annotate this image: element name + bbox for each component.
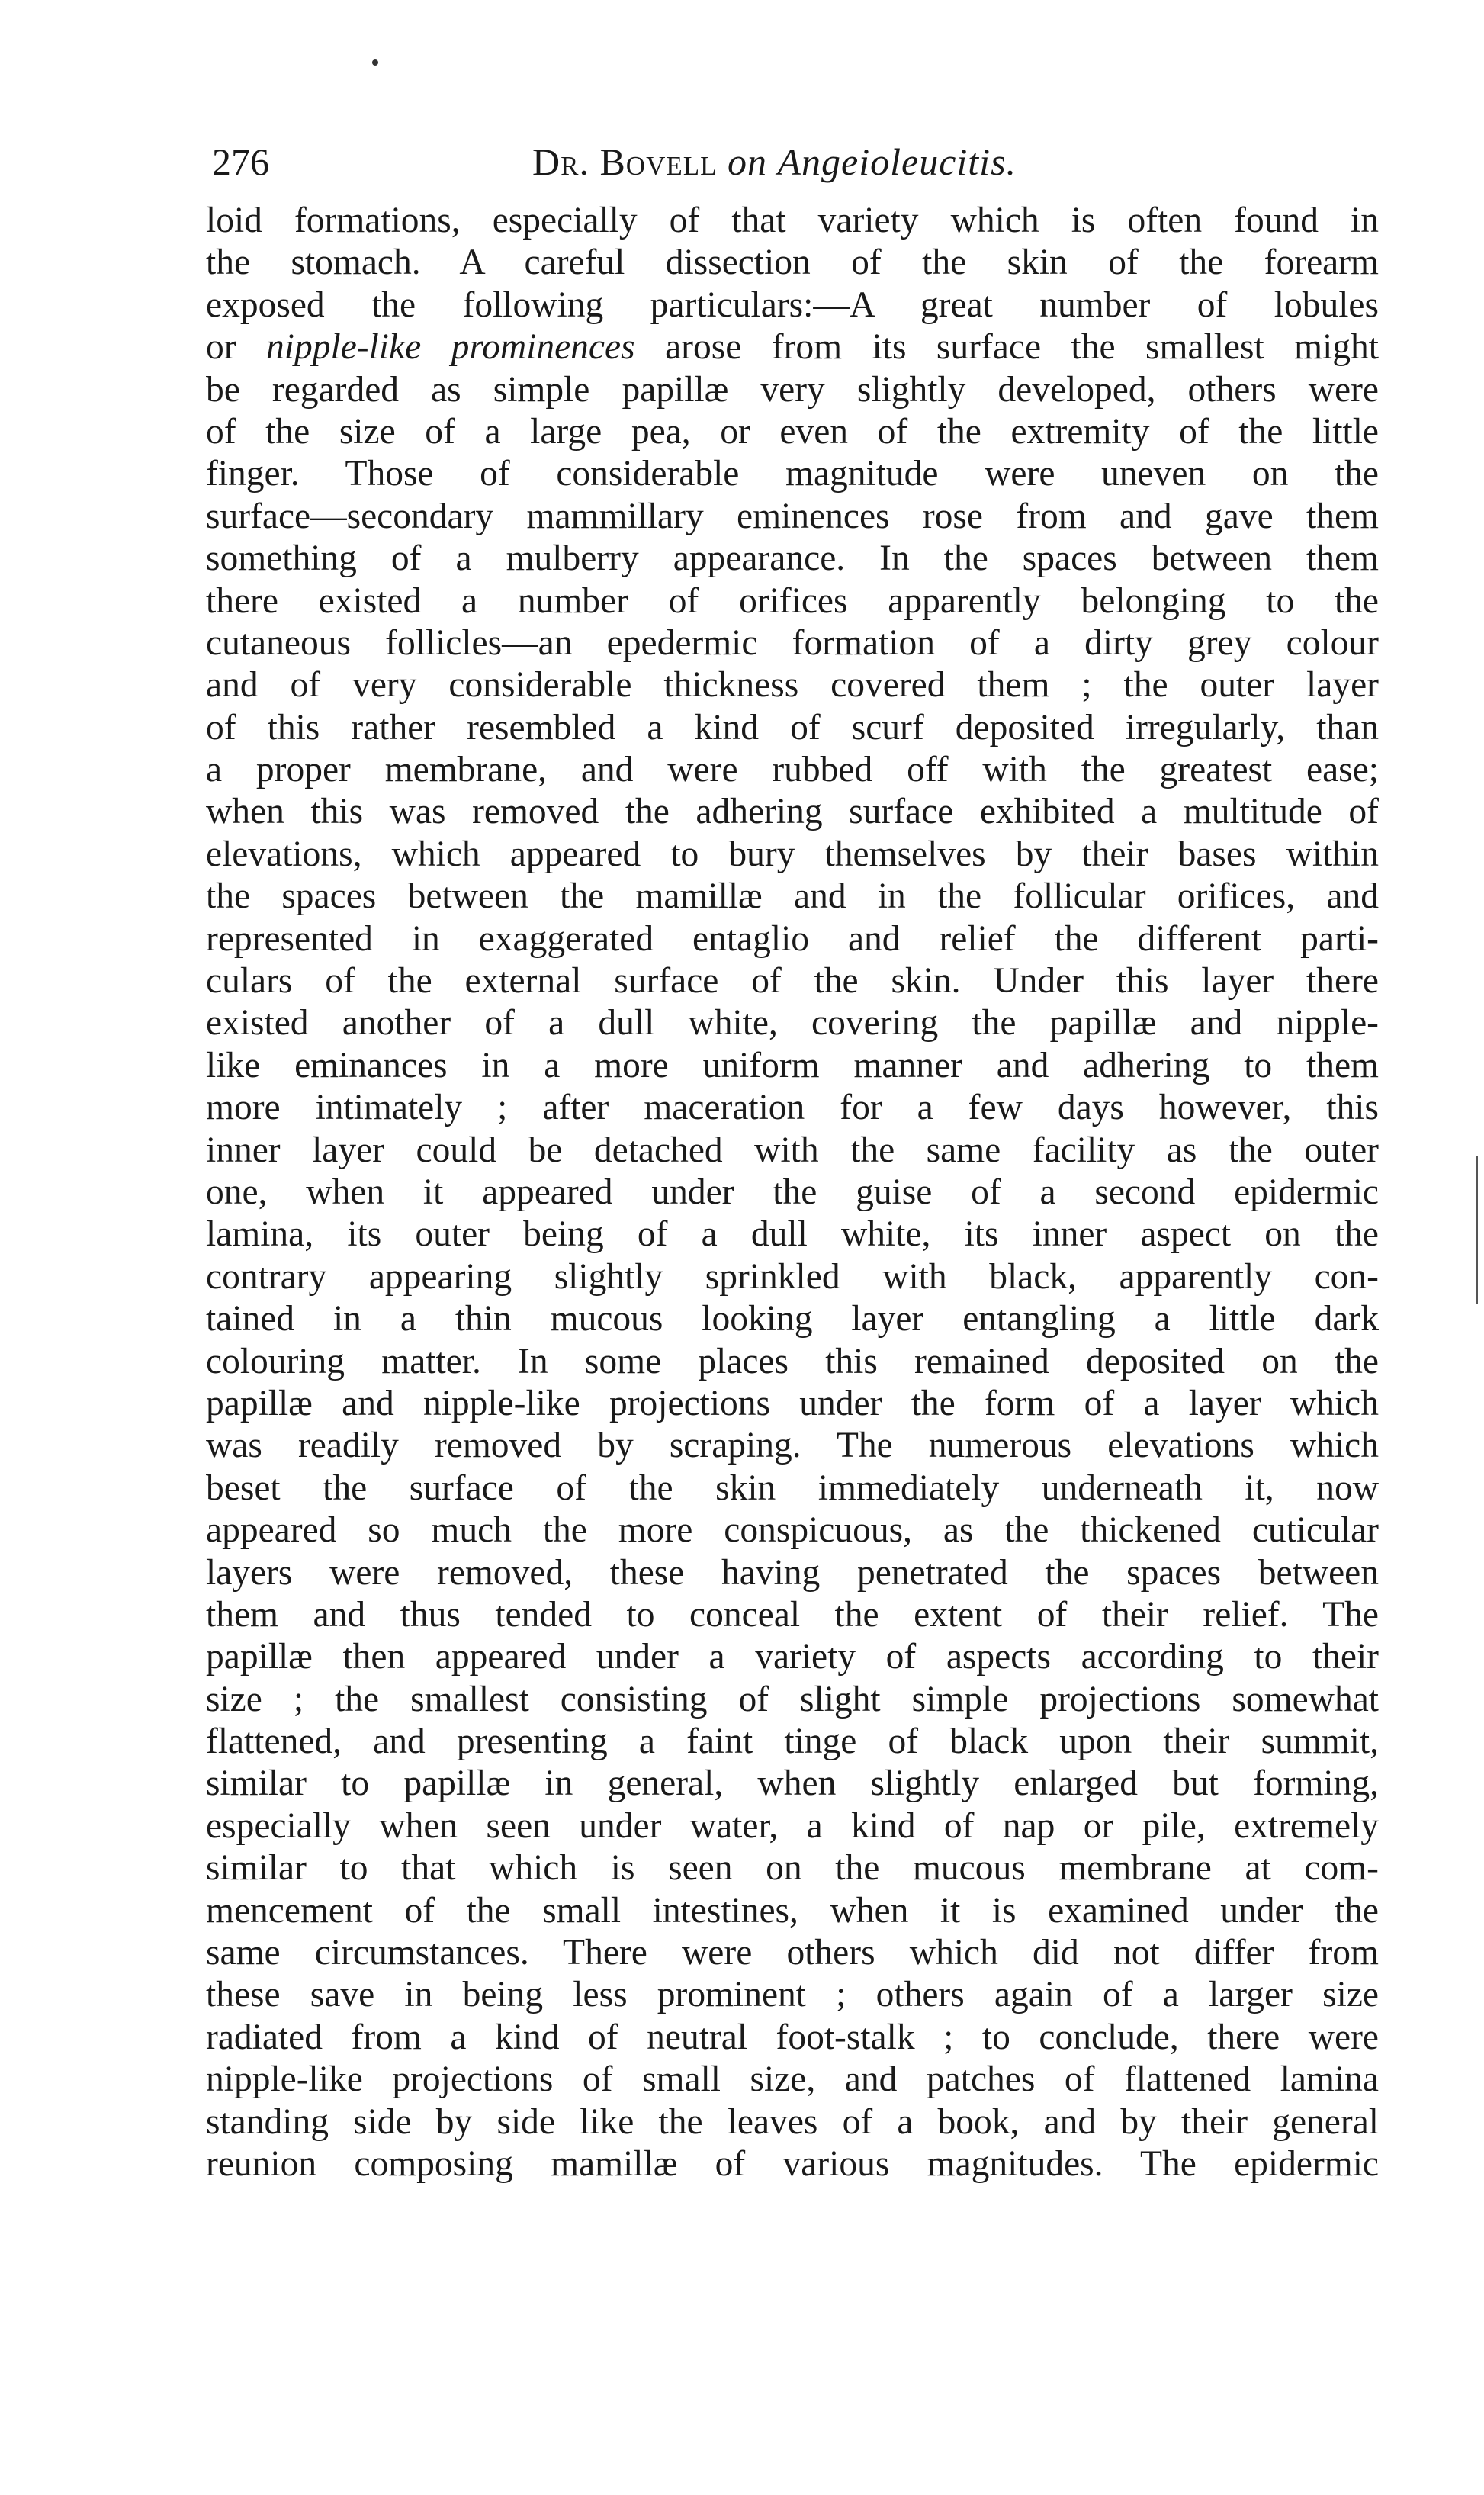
text-line: [206, 1763, 1379, 1805]
text-line-roman: layers were removed, these having penetrated the spaces between: [206, 1552, 1379, 1593]
text-line-roman: loid formations, especially of that variety which is often found in: [206, 201, 1379, 240]
text-line: [206, 876, 1379, 918]
text-line: [206, 1087, 1379, 1129]
text-line: [206, 538, 1379, 580]
text-line-roman: existed another of a dull white, covering the papillæ and nipple-: [206, 1003, 1379, 1043]
text-line-roman: inner layer could be detached with the same facility as the outer: [206, 1130, 1379, 1170]
text-line-roman-cont: arose from its surface the smallest might: [634, 327, 1379, 368]
text-line-roman: similar to that which is seen on the mucous membrane at com-: [206, 1848, 1379, 1889]
text-line: [206, 664, 1379, 706]
text-line-roman: exposed the following particulars:—A great number of lobules: [206, 285, 1379, 325]
text-line-roman: there existed a number of orifices apparently belonging to the: [206, 580, 1379, 621]
text-line-roman: one, when it appeared under the guise of a second epidermic: [206, 1172, 1379, 1212]
text-line-roman: was readily removed by scraping. The numerous elevations which: [206, 1426, 1379, 1466]
text-line: [206, 496, 1379, 538]
text-line: [206, 1594, 1379, 1636]
text-line-roman: elevations, which appeared to bury themselves by their bases within: [206, 834, 1379, 874]
text-line: [206, 369, 1379, 411]
text-line: [206, 1002, 1379, 1044]
text-line: [206, 1890, 1379, 1932]
text-line-roman: them and thus tended to conceal the extent of their relief. The: [206, 1594, 1379, 1635]
text-line: [206, 1298, 1379, 1340]
text-line: [206, 2101, 1379, 2143]
text-line: [206, 1172, 1379, 1214]
text-line-roman: size ; the smallest consisting of slight simple projections somewhat: [206, 1679, 1379, 1719]
text-line: [206, 1383, 1379, 1425]
text-line: [206, 1847, 1379, 1889]
text-line-roman: lamina, its outer being of a dull white, its inner aspect on the: [206, 1214, 1379, 1255]
text-line-roman: more intimately ; after maceration for a few days however, this: [206, 1088, 1379, 1128]
running-head-subject: Angeioleucitis.: [777, 140, 1017, 183]
text-line: [206, 791, 1379, 833]
text-line: [206, 1552, 1379, 1594]
text-line-roman: cutaneous follicles—an epedermic formation of a dirty grey colour: [206, 622, 1379, 663]
page-number: 276: [212, 140, 269, 183]
margin-rule: [1476, 1156, 1478, 1304]
text-line-roman: be regarded as simple papillæ very slightly developed, others were: [206, 369, 1379, 410]
text-line-roman: radiated from a kind of neutral foot-stalk ; to conclude, there were: [206, 2017, 1379, 2057]
text-line: [206, 960, 1379, 1002]
body-text: [206, 200, 1379, 2185]
text-line-roman: papillæ and nipple-like projections under the form of a layer which: [206, 1383, 1379, 1423]
text-line: [206, 1214, 1379, 1256]
text-line: [206, 242, 1379, 284]
text-line: [206, 1256, 1379, 1298]
text-line: [206, 580, 1379, 622]
text-line: [206, 1974, 1379, 2016]
text-line: [206, 1510, 1379, 1551]
text-line-roman: tained in a thin mucous looking layer entangling a little dark: [206, 1299, 1379, 1339]
text-line-roman: or: [206, 327, 267, 368]
text-line-roman: reunion composing mamillæ of various magnitudes. The epidermic: [206, 2143, 1379, 2184]
text-line-roman: surface—secondary mammillary eminences rose from and gave them: [206, 496, 1379, 536]
running-head-connector: on: [728, 140, 767, 183]
text-line-roman: like eminances in a more uniform manner and adhering to them: [206, 1045, 1379, 1085]
text-line-roman: finger. Those of considerable magnitude were uneven on the: [206, 454, 1379, 494]
text-line: [206, 1045, 1379, 1087]
text-line: [206, 2017, 1379, 2059]
text-line: [206, 707, 1379, 749]
text-line: [206, 2143, 1379, 2185]
text-line: [206, 834, 1379, 876]
text-line: [206, 1130, 1379, 1172]
text-line: [206, 1468, 1379, 1510]
text-line-roman: something of a mulberry appearance. In the spaces between them: [206, 539, 1379, 579]
text-line-roman: the stomach. A careful dissection of the skin of the forearm: [206, 243, 1379, 283]
text-line-roman: standing side by side like the leaves of a book, and by their general: [206, 2101, 1379, 2142]
text-line: [206, 411, 1379, 453]
stray-ink-dot: [372, 59, 378, 66]
running-head: [532, 139, 1017, 185]
text-line: [206, 326, 1379, 368]
text-line-roman: the spaces between the mamillæ and in the follicular orifices, and: [206, 876, 1379, 917]
text-line: [206, 1341, 1379, 1383]
text-line: [206, 622, 1379, 664]
text-line-roman: mencement of the small intestines, when it is examined under the: [206, 1890, 1379, 1931]
text-line: [206, 453, 1379, 495]
text-line: [206, 1636, 1379, 1678]
text-line: [206, 1425, 1379, 1467]
text-line-roman: flattened, and presenting a faint tinge of black upon their summit,: [206, 1722, 1379, 1762]
text-line-roman: contrary appearing slightly sprinkled with black, apparently con-: [206, 1256, 1379, 1297]
text-line: [206, 918, 1379, 960]
text-line: [206, 200, 1379, 242]
text-line-roman: colouring matter. In some places this remained deposited on the: [206, 1341, 1379, 1381]
text-line-italic: nipple-like prominences: [266, 327, 635, 368]
text-line: [206, 2059, 1379, 2101]
text-line-roman: appeared so much the more conspicuous, as the thickened cuticular: [206, 1510, 1379, 1551]
text-line-roman: beset the surface of the skin immediately underneath it, now: [206, 1468, 1379, 1508]
text-line: [206, 1932, 1379, 1974]
text-line-roman: same circumstances. There were others which did not differ from: [206, 1933, 1379, 1973]
text-line-roman: of the size of a large pea, or even of the extremity of the little: [206, 411, 1379, 452]
text-line-roman: when this was removed the adhering surface exhibited a multitude of: [206, 792, 1379, 832]
text-line-roman: similar to papillæ in general, when slightly enlarged but forming,: [206, 1764, 1379, 1804]
running-head-author: Dr. Bovell: [532, 140, 718, 183]
text-line-roman: nipple-like projections of small size, and patches of flattened lamina: [206, 2059, 1379, 2100]
text-line-roman: especially when seen under water, a kind of nap or pile, extremely: [206, 1805, 1379, 1846]
text-line-roman: a proper membrane, and were rubbed off with the greatest ease;: [206, 750, 1379, 790]
text-line-roman: of this rather resembled a kind of scurf deposited irregularly, than: [206, 707, 1379, 748]
text-line-roman: culars of the external surface of the skin. Under this layer there: [206, 961, 1379, 1002]
text-line-roman: papillæ then appeared under a variety of aspects according to their: [206, 1637, 1379, 1677]
text-line: [206, 1679, 1379, 1721]
text-line-roman: and of very considerable thickness covered them ; the outer layer: [206, 665, 1379, 706]
text-line: [206, 285, 1379, 326]
text-line: [206, 1805, 1379, 1847]
text-line: [206, 1721, 1379, 1763]
text-line: [206, 749, 1379, 791]
text-line-roman: represented in exaggerated entaglio and relief the different parti-: [206, 918, 1379, 959]
text-line-roman: these save in being less prominent ; others again of a larger size: [206, 1975, 1379, 2015]
